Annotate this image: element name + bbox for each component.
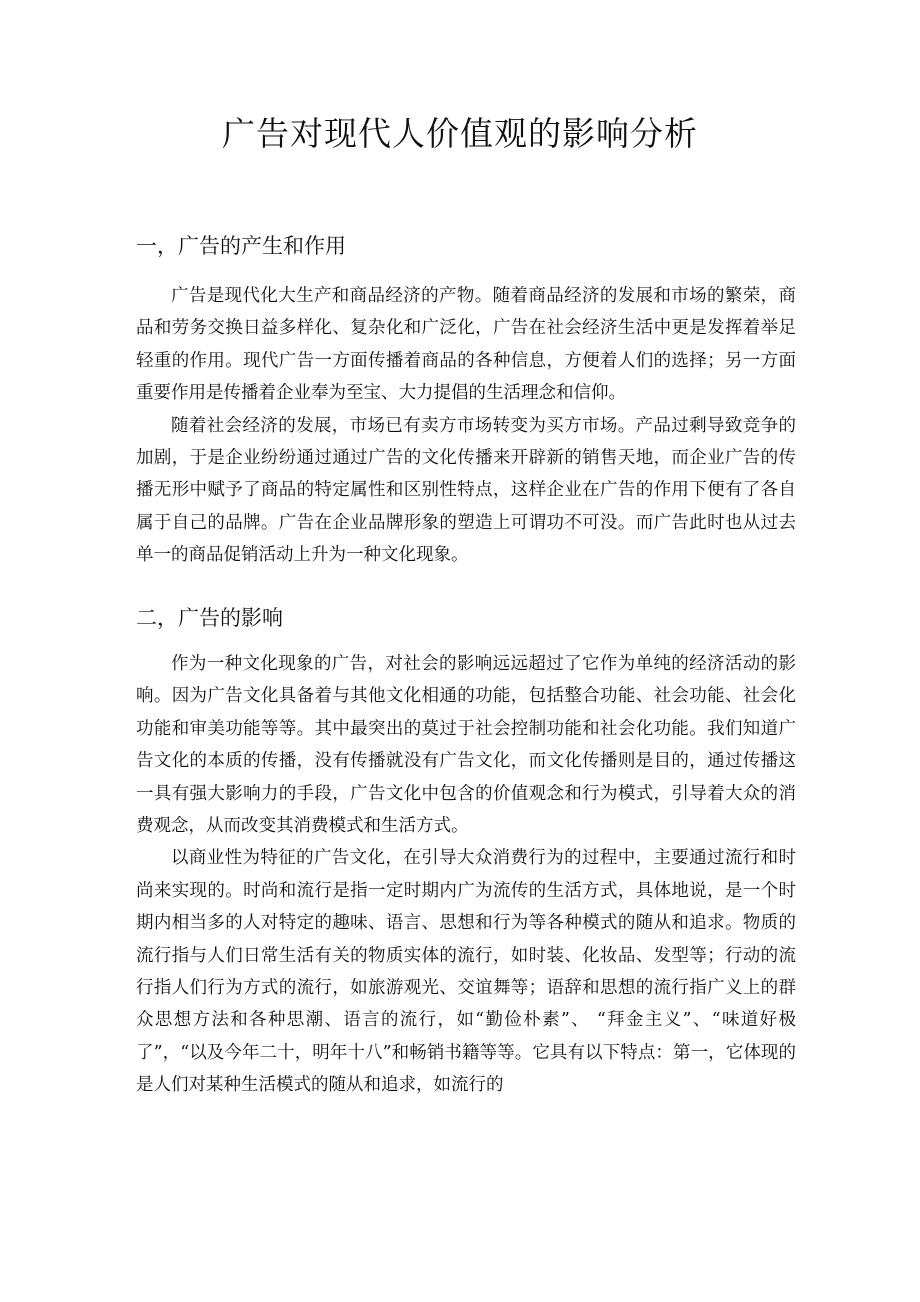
paragraph: 随着社会经济的发展，市场已有卖方市场转变为买方市场。产品过剩导致竞争的加剧，于是企业纷纷通过通过广告的文化传播来开辟新的销售天地，而企业广告的传播无形中赋予了商品的特定属性和区别性特点，这样企业在广告的作用下便有了各自属于自己的品牌。广告在企业品牌形象的塑造上可谓功不可没。而广告此时也从过去单一的商品促销活动上升为一种文化现象。 xyxy=(136,415,796,566)
paragraph: 广告是现代化大生产和商品经济的产物。随着商品经济的发展和市场的繁荣，商品和劳务交换日益多样化、复杂化和广泛化，广告在社会经济生活中更是发挥着举足轻重的作用。现代广告一方面传播着商品的各种信息，方便着人们的选择；另一方面重要作用是传播着企业奉为至宝、大力提倡的生活理念和信仰。 xyxy=(136,286,796,404)
section-2-heading: 二，广告的影响 xyxy=(136,606,283,630)
document-title: 广告对现代人价值观的影响分析 xyxy=(222,114,698,153)
section-1-heading: 一，广告的产生和作用 xyxy=(136,234,346,258)
paragraph: 以商业性为特征的广告文化，在引导大众消费行为的过程中，主要通过流行和时尚来实现的。时尚和流行是指一定时期内广为流传的生活方式，具体地说，是一个时期内相当多的人对特定的趣味、语言、思想和行为等各种模式的随从和追求。物质的流行指与人们日常生活有关的物质实体的流行，如时装、化妆品、发型等；行动的流行指人们行为方式的流行，如旅游观光、交谊舞等；语辞和思想的流行指广义上的群众思想方法和各种思潮、语言的流行，如“勤俭朴素”、 “拜金主义”、“味道好极了”，“以及今年二十，明年十八”和畅销书籍等等。它具有以下特点：第一，它体现的是人们对某种生活模式的随从和追求，如流行的 xyxy=(136,848,796,1096)
paragraph: 作为一种文化现象的广告，对社会的影响远远超过了它作为单纯的经济活动的影响。因为广告文化具备着与其他文化相通的功能，包括整合功能、社会功能、社会化功能和审美功能等等。其中最突出的莫过于社会控制功能和社会化功能。我们知道广告文化的本质的传播，没有传播就没有广告文化，而文化传播则是目的，通过传播这一具有强大影响力的手段，广告文化中包含的价值观念和行为模式，引导着大众的消费观念，从而改变其消费模式和生活方式。 xyxy=(136,654,796,837)
section-1 xyxy=(136,228,796,572)
section-2 xyxy=(136,600,796,1102)
